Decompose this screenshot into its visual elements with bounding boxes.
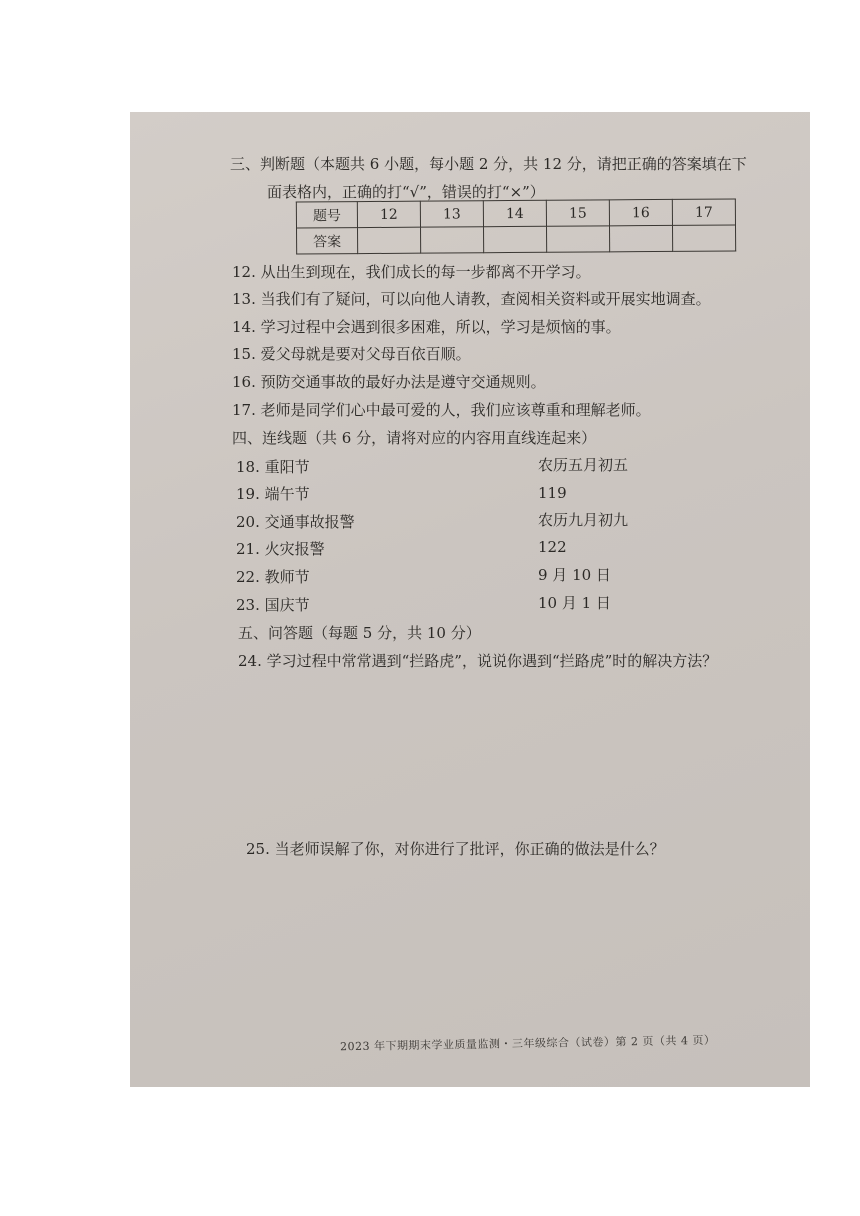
table-number: 16 [609, 199, 672, 225]
question-25: 25. 当老师误解了你，对你进行了批评，你正确的做法是什么？ [246, 840, 665, 858]
question-13: 13. 当我们有了疑问，可以向他人请教，查阅相关资料或开展实地调查。 [232, 290, 711, 308]
match-right-6: 10 月 1 日 [538, 594, 611, 612]
question-17: 17. 老师是同学们心中最可爱的人，我们应该尊重和理解老师。 [232, 401, 651, 419]
table-number: 14 [483, 200, 546, 226]
match-left-19: 19. 端午节 [236, 485, 310, 503]
match-left-21: 21. 火灾报警 [236, 540, 325, 558]
question-15: 15. 爱父母就是要对父母百依百顺。 [232, 345, 471, 363]
table-header-number: 题号 [296, 202, 357, 228]
match-right-3: 农历九月初九 [538, 511, 629, 529]
match-right-1: 农历五月初五 [538, 456, 629, 474]
table-row-answers [297, 225, 736, 254]
table-row-numbers [296, 199, 735, 228]
answer-cell[interactable] [484, 226, 547, 252]
match-right-5: 9 月 10 日 [538, 566, 611, 584]
question-12: 12. 从出生到现在，我们成长的每一步都离不开学习。 [232, 263, 591, 281]
match-left-22: 22. 教师节 [236, 568, 310, 586]
section5-title: 五、问答题（每题 5 分，共 10 分） [238, 624, 481, 642]
table-number: 17 [672, 199, 735, 225]
question-24: 24. 学习过程中常常遇到“拦路虎”，说说你遇到“拦路虎”时的解决方法？ [238, 652, 718, 670]
match-right-4: 122 [538, 538, 567, 556]
match-left-18: 18. 重阳节 [236, 458, 310, 476]
match-left-20: 20. 交通事故报警 [236, 513, 355, 531]
answer-cell[interactable] [609, 225, 672, 251]
page-footer: 2023 年下期期末学业质量监测・三年级综合（试卷）第 2 页（共 4 页） [339, 1033, 716, 1054]
section4-title: 四、连线题（共 6 分，请将对应的内容用直线连起来） [232, 429, 597, 447]
answer-space-25[interactable] [246, 864, 786, 1014]
table-number: 12 [357, 201, 420, 227]
answer-cell[interactable] [546, 226, 609, 252]
answer-cell[interactable] [358, 227, 421, 253]
table-number: 15 [546, 200, 609, 226]
answer-cell[interactable] [421, 227, 484, 253]
table-number: 13 [420, 201, 483, 227]
question-16: 16. 预防交通事故的最好办法是遵守交通规则。 [232, 373, 546, 391]
section3-title-cont: 面表格内，正确的打“√”，错误的打“×”） [267, 183, 545, 201]
answer-space-24[interactable] [238, 677, 778, 827]
exam-page-photo [130, 112, 810, 1087]
question-14: 14. 学习过程中会遇到很多困难，所以，学习是烦恼的事。 [232, 318, 621, 336]
answer-cell[interactable] [672, 225, 735, 251]
match-right-2: 119 [538, 484, 567, 502]
match-left-23: 23. 国庆节 [236, 596, 310, 614]
section3-title: 三、判断题（本题共 6 小题，每小题 2 分，共 12 分，请把正确的答案填在下 [230, 155, 747, 173]
answer-table [296, 198, 736, 254]
table-header-answer: 答案 [297, 228, 358, 254]
